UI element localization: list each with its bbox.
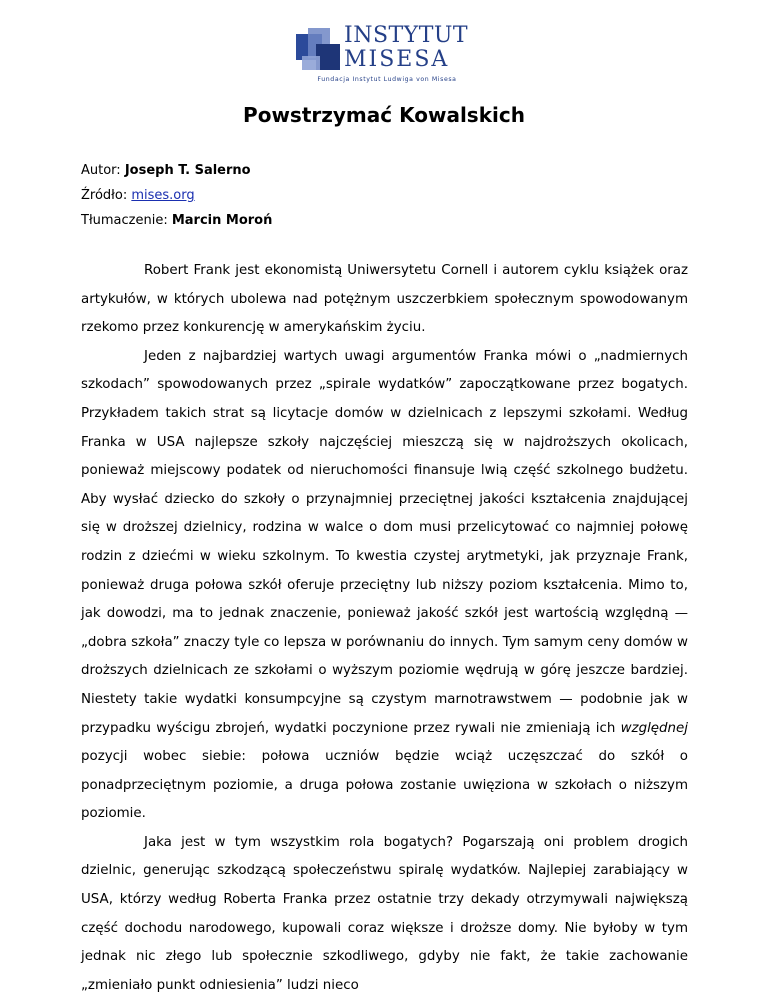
author-line <box>81 163 251 179</box>
instytut-misesa-logo[interactable] <box>292 22 482 90</box>
author-name: Joseph T. Salerno <box>124 163 251 178</box>
article-title: Powstrzymać Kowalskich <box>243 103 525 127</box>
source-label: Źródło: <box>81 188 128 203</box>
translation-line <box>81 213 272 229</box>
logo-line2: MISESA <box>344 47 450 72</box>
paragraph-1: Robert Frank jest ekonomistą Uniwersytetu Cornell i autorem cyklu książek oraz artykułów, w których ubolewa nad potężnym uszczerbkiem społecznym spowodowanym rzekomo przez konkurencję w amerykańskim życiu. <box>81 263 688 336</box>
article-body <box>81 257 688 1000</box>
source-line <box>81 188 195 204</box>
paragraph-2 <box>81 343 688 829</box>
logo-line1: INSTYTUT <box>344 23 469 48</box>
paragraph-2-emphasis: względnej <box>620 720 688 736</box>
logo-emblem-icon <box>294 26 342 74</box>
author-label: Autor: <box>81 163 121 178</box>
source-link[interactable]: mises.org <box>131 188 195 203</box>
logo-tagline: Fundacja Instytut Ludwiga von Misesa <box>317 76 457 83</box>
paragraph-3: Jaka jest w tym wszystkim rola bogatych? Pogarszają oni problem drogich dzielnic, generując szkodzącą społeczeństwu spiralę wydatków. Najlepiej zarabiający w USA, którzy według Roberta Franka przez ostatnie trzy dekady otrzymywali największą część dochodu narodowego, kupowali coraz większe i droższe domy. Nie byłoby w tym jednak nic złego lub społecznie szkodliwego, gdyby nie fakt, że takie zachowanie „zmieniało punkt odniesienia” ludzi nieco <box>81 834 688 993</box>
paragraph-2-part-b: pozycji wobec siebie: połowa uczniów będzie wciąż uczęszczać do szkół o ponadprzeciętnym poziomie, a druga połowa zostanie uwięziona w szkołach o niższym poziomie. <box>81 749 688 822</box>
translation-label: Tłumaczenie: <box>81 213 168 228</box>
translator-name: Marcin Moroń <box>171 213 273 228</box>
paragraph-2-part-a: Jeden z najbardziej wartych uwagi argumentów Franka mówi o „nadmiernych szkodach” spowodowanych przez „spirale wydatków” zapoczątkowane przez bogatych. Przykładem takich strat są licytacje domów w dzielnicach z lepszymi szkołami. Według Franka w USA najlepsze szkoły najczęściej mieszczą się w najdroższych okolicach, ponieważ miejscowy podatek od nieruchomości finansuje lwią część szkolnego budżetu. Aby wysłać dziecko do szkoły o przynajmniej przeciętnej jakości kształcenia znajdującej się w droższej dzielnicy, rodzina w walce o dom musi przelicytować co najmniej połowę rodzin z dziećmi w wieku szkolnym. To kwestia czystej arytmetyki, jak przyznaje Frank, ponieważ druga połowa szkół oferuje przeciętny lub niższy poziom kształcenia. Mimo to, jak dowodzi, ma to jednak znaczenie, ponieważ jakość szkół jest wartością względną — „dobra szkoła” znaczy tyle co lepsza w porównaniu do innych. Tym samym ceny domów w droższych dzielnicach ze szkołami o wyższym poziomie wędrują w górę jeszcze bardziej. Niestety takie wydatki konsumpcyjne są czystym marnotrawstwem — podobnie jak w przypadku wyścigu zbrojeń, wydatki poczynione przez rywali nie zmieniają ich <box>81 348 688 736</box>
